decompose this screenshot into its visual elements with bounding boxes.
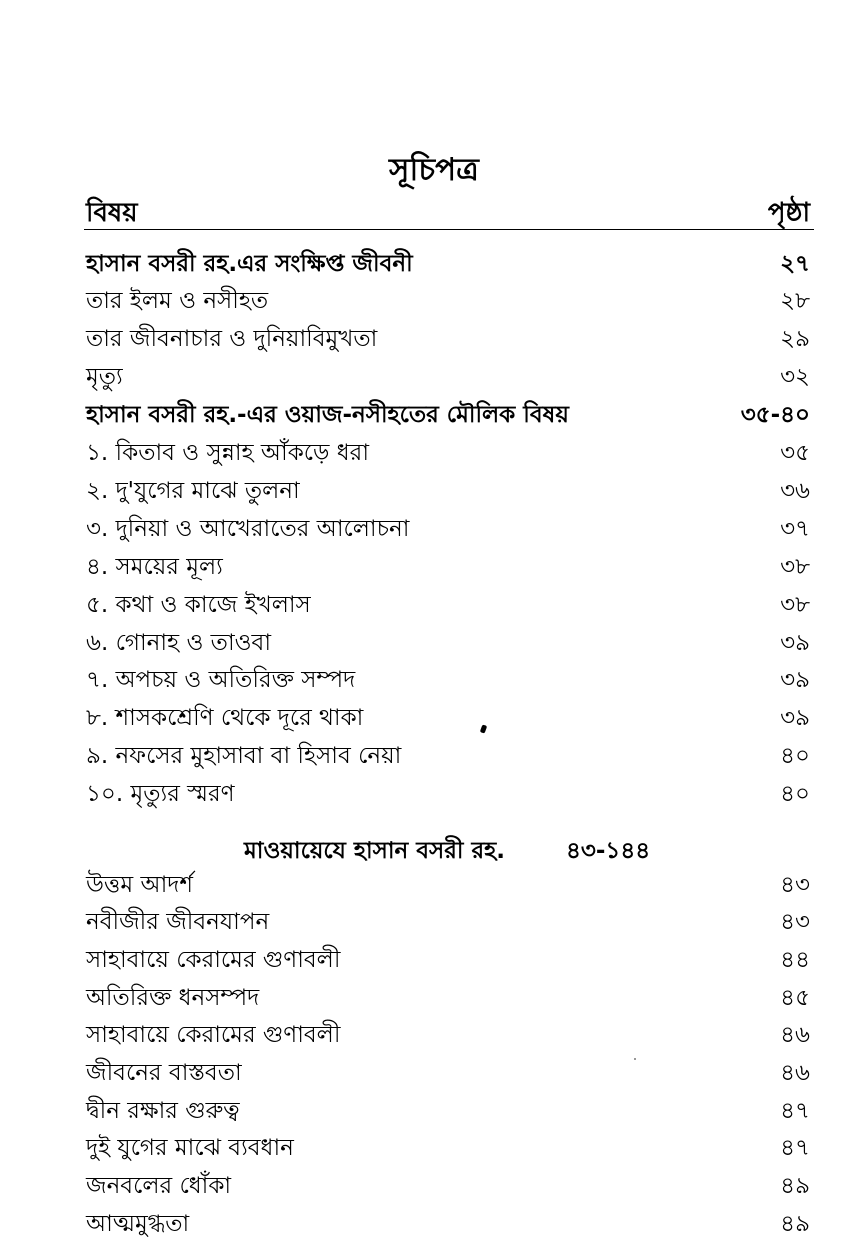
entry-page-number: ৩২ bbox=[780, 364, 810, 391]
entry-title: ১০. মৃত্যুর স্মরণ bbox=[86, 781, 235, 808]
entry-title: ৬. গোনাহ ও তাওবা bbox=[86, 629, 272, 656]
toc-entry bbox=[86, 776, 812, 814]
toc-entry bbox=[86, 738, 812, 776]
page-title: সূচিপত্র bbox=[389, 152, 479, 188]
entry-page-number: ৪৭ bbox=[780, 1135, 810, 1162]
toc-entry bbox=[86, 510, 812, 548]
entry-title: ৪. সময়ের মূল্য bbox=[86, 553, 223, 580]
toc-entry bbox=[86, 472, 812, 510]
toc-entry bbox=[86, 866, 812, 904]
entry-page-number: ৩৫ bbox=[780, 440, 810, 466]
entry-title: ৮. শাসকশ্রেণি থেকে দূরে থাকা bbox=[86, 705, 364, 732]
entry-title: জীবনের বাস্তবতা bbox=[86, 1060, 242, 1086]
page-column-header: পৃষ্ঠা bbox=[767, 198, 810, 228]
entry-title: তার জীবনাচার ও দুনিয়াবিমুখতা bbox=[86, 326, 378, 353]
toc-entry bbox=[86, 1168, 812, 1206]
entry-page-number: ৪৬ bbox=[780, 1022, 810, 1049]
toc-entry bbox=[86, 700, 812, 738]
entry-page-number: ৪৫ bbox=[780, 984, 810, 1011]
entry-title: নবীজীর জীবনযাপন bbox=[86, 909, 270, 936]
toc-entry bbox=[86, 1092, 812, 1130]
toc-entry bbox=[86, 1055, 812, 1093]
entry-title: আত্মমুগ্ধতা bbox=[86, 1210, 190, 1237]
subject-column-header: বিষয় bbox=[86, 198, 138, 228]
toc-entry bbox=[86, 435, 812, 473]
section-label: মাওয়ায়েযে হাসান বসরী রহ. bbox=[244, 838, 505, 864]
entry-title: তার ইলম ও নসীহত bbox=[86, 288, 269, 315]
header-rule bbox=[84, 229, 814, 230]
ink-speck bbox=[634, 1058, 636, 1060]
toc-entry bbox=[86, 283, 812, 321]
entry-title: দ্বীন রক্ষার গুরুত্ব bbox=[86, 1097, 240, 1124]
entry-page-number: ৪৪ bbox=[780, 946, 810, 973]
toc-entry bbox=[86, 548, 812, 586]
entry-page-number: ৩৯ bbox=[780, 629, 810, 656]
entry-title: ৫. কথা ও কাজে ইখলাস bbox=[86, 591, 311, 618]
entry-title: হাসান বসরী রহ.-এর ওয়াজ-নসীহতের মৌলিক বিষয় bbox=[86, 402, 569, 429]
toc-entry bbox=[86, 359, 812, 397]
entry-page-number: ৩৫-৪০ bbox=[740, 402, 810, 429]
toc-entry bbox=[86, 904, 812, 942]
section-page-range: ৪৩-১৪৪ bbox=[566, 838, 651, 864]
entry-title: ১. কিতাব ও সুন্নাহ আঁকড়ে ধরা bbox=[86, 440, 369, 466]
toc-entry bbox=[86, 1130, 812, 1168]
entry-page-number: ৩৮ bbox=[780, 553, 810, 580]
entry-page-number: ৩৭ bbox=[780, 515, 810, 542]
entry-title: দুই যুগের মাঝে ব্যবধান bbox=[86, 1135, 294, 1162]
entry-title: জনবলের ধোঁকা bbox=[86, 1173, 232, 1200]
entry-page-number: ৪৭ bbox=[780, 1097, 810, 1124]
toc-entry bbox=[86, 321, 812, 359]
toc-entry bbox=[86, 662, 812, 700]
toc-entry bbox=[86, 586, 812, 624]
entry-page-number: ২৯ bbox=[780, 326, 810, 353]
entry-page-number: ৩৯ bbox=[780, 667, 810, 694]
entry-title: ২. দু'যুগের মাঝে তুলনা bbox=[86, 477, 300, 504]
entry-page-number: ২৭ bbox=[780, 250, 810, 277]
entry-title: মৃত্যু bbox=[86, 364, 123, 391]
entry-title: ৯. নফসের মুহাসাবা বা হিসাব নেয়া bbox=[86, 743, 402, 770]
entry-page-number: ৪০ bbox=[780, 781, 810, 808]
toc-entry bbox=[86, 397, 812, 435]
toc-entry bbox=[86, 979, 812, 1017]
entry-title: সাহাবায়ে কেরামের গুণাবলী bbox=[86, 946, 341, 973]
entry-page-number: ৪৯ bbox=[780, 1173, 810, 1200]
entry-title: ৩. দুনিয়া ও আখেরাতের আলোচনা bbox=[86, 515, 410, 542]
entry-page-number: ২৮ bbox=[780, 288, 810, 315]
section-heading bbox=[0, 828, 868, 866]
entry-title: উত্তম আদর্শ bbox=[86, 871, 193, 898]
toc-entry bbox=[86, 624, 812, 662]
entry-title: হাসান বসরী রহ.এর সংক্ষিপ্ত জীবনী bbox=[86, 250, 413, 277]
entry-title: সাহাবায়ে কেরামের গুণাবলী bbox=[86, 1022, 341, 1049]
entry-page-number: ৪৯ bbox=[780, 1210, 810, 1237]
entry-page-number: ৪০ bbox=[780, 743, 810, 770]
entry-page-number: ৪৩ bbox=[780, 871, 810, 898]
toc-entry bbox=[86, 1017, 812, 1055]
entry-page-number: ৩৯ bbox=[780, 705, 810, 732]
entry-page-number: ৩৮ bbox=[780, 591, 810, 618]
entry-page-number: ৩৬ bbox=[780, 477, 810, 504]
toc-entry bbox=[86, 245, 812, 283]
entry-title: ৭. অপচয় ও অতিরিক্ত সম্পদ bbox=[86, 667, 356, 694]
toc-entry bbox=[86, 941, 812, 979]
entry-page-number: ৪৩ bbox=[780, 909, 810, 936]
entry-title: অতিরিক্ত ধনসম্পদ bbox=[86, 984, 260, 1011]
entry-page-number: ৪৬ bbox=[780, 1060, 810, 1086]
toc-entry bbox=[86, 1205, 812, 1243]
